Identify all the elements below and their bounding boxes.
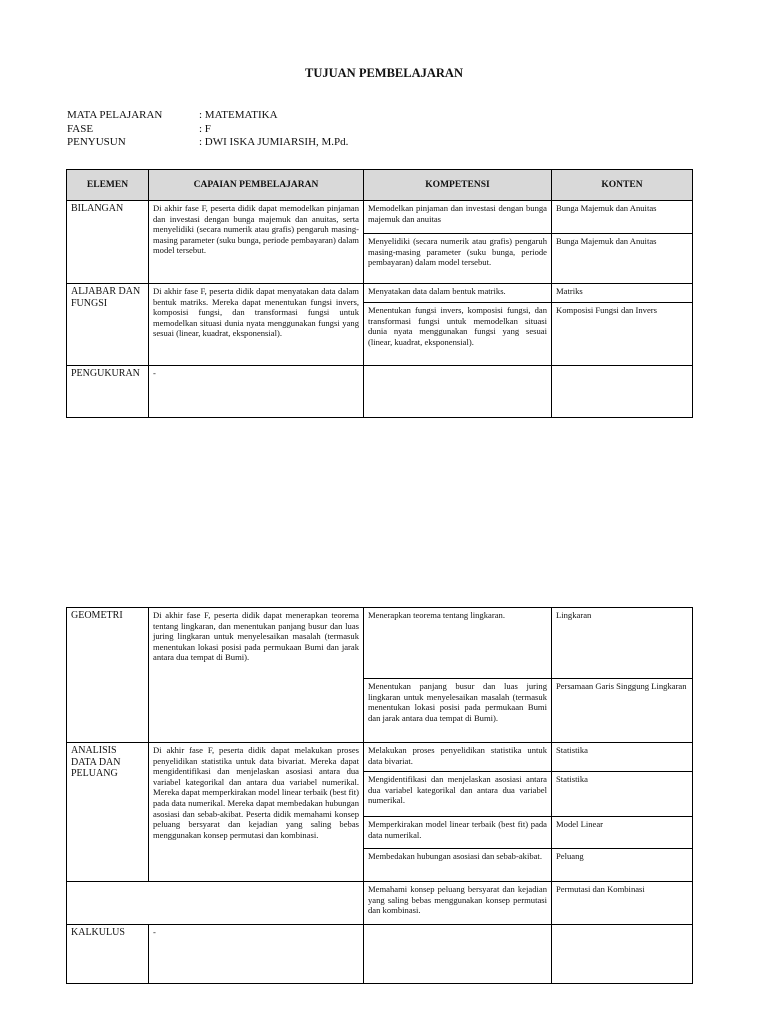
capaian-analisis: Di akhir fase F, peserta didik dapat melakukan proses penyelidikan statistika untuk data bivariat. Mereka dapat mengidentifikasi dan menjelaskan asosiasi antara dua variabel kategorikal dan antara dua variabel numerikal. Mereka dapat memperkirakan model linear terbaik (best fit) pada data numerikal. Mereka dapat membedakan hubungan asosiasi dan sebab-akibat. Peserta didik memahami konsep peluang bersyarat dan kejadian yang saling bebas menggunakan konsep permutasi dan kombinasi. — [149, 743, 364, 882]
empty-cell — [67, 882, 364, 925]
konten-cell: Statistika — [552, 743, 693, 772]
capaian-geometri: Di akhir fase F, peserta didik dapat menerapkan teorema tentang lingkaran, dan menentukan panjang busur dan luas juring lingkaran untuk menyelesaikan masalah (termasuk menentukan lokasi posisi pada permukaan Bumi dan jarak antara dua tempat di Bumi). — [149, 608, 364, 743]
meta-row-subject — [67, 109, 348, 123]
konten-cell — [552, 366, 693, 418]
elemen-kalkulus: KALKULUS — [67, 925, 149, 984]
document-meta — [67, 109, 348, 150]
konten-cell — [552, 925, 693, 984]
konten-cell: Komposisi Fungsi dan Invers — [552, 303, 693, 366]
elemen-bilangan: BILANGAN — [67, 201, 149, 284]
kompetensi-cell: Membedakan hubungan asosiasi dan sebab-akibat. — [364, 849, 552, 882]
header-konten: KONTEN — [552, 170, 693, 201]
learning-objectives-table-1 — [66, 169, 693, 418]
capaian-pengukuran: - — [149, 366, 364, 418]
header-elemen: ELEMEN — [67, 170, 149, 201]
capaian-kalkulus: - — [149, 925, 364, 984]
meta-label: PENYUSUN — [67, 136, 126, 148]
kompetensi-cell — [364, 925, 552, 984]
meta-row-author — [67, 136, 348, 150]
kompetensi-cell: Melakukan proses penyelidikan statistika untuk data bivariat. — [364, 743, 552, 772]
capaian-bilangan: Di akhir fase F, peserta didik dapat memodelkan pinjaman dan investasi dengan bunga majemuk dan anuitas, serta menyelidiki (secara numerik atau grafis) pengaruh masing-masing parameter (suku bunga, periode pembayaran) dalam model tersebut. — [149, 201, 364, 284]
header-row — [67, 170, 693, 201]
table-row — [67, 743, 693, 772]
elemen-aljabar: ALJABAR DAN FUNGSI — [67, 284, 149, 366]
meta-value: : DWI ISKA JUMIARSIH, M.Pd. — [199, 136, 349, 148]
konten-cell: Peluang — [552, 849, 693, 882]
capaian-aljabar: Di akhir fase F, peserta didik dapat menyatakan data dalam bentuk matriks. Mereka dapat menentukan fungsi invers, komposisi fungsi, dan transformasi fungsi untuk memodelkan situasi dunia nyata menggunakan fungsi yang sesuai (linear, kuadrat, eksponensial). — [149, 284, 364, 366]
header-capaian: CAPAIAN PEMBELAJARAN — [149, 170, 364, 201]
learning-objectives-table-2 — [66, 607, 693, 984]
konten-cell: Permutasi dan Kombinasi — [552, 882, 693, 925]
kompetensi-cell: Menyelidiki (secara numerik atau grafis) pengaruh masing-masing parameter (suku bunga, periode pembayaran) dalam model tersebut. — [364, 234, 552, 284]
elemen-geometri: GEOMETRI — [67, 608, 149, 743]
table-row — [67, 366, 693, 418]
table-row — [67, 882, 693, 925]
kompetensi-cell: Menyatakan data dalam bentuk matriks. — [364, 284, 552, 303]
table-row — [67, 608, 693, 679]
table-row — [67, 925, 693, 984]
kompetensi-cell — [364, 366, 552, 418]
konten-cell: Model Linear — [552, 817, 693, 849]
meta-value: : F — [199, 122, 211, 135]
elemen-analisis: ANALISIS DATA DAN PELUANG — [67, 743, 149, 882]
meta-value: : MATEMATIKA — [199, 109, 278, 121]
konten-cell: Lingkaran — [552, 608, 693, 679]
meta-label: FASE — [67, 122, 94, 135]
table-row — [67, 201, 693, 234]
konten-cell: Bunga Majemuk dan Anuitas — [552, 201, 693, 234]
konten-cell: Persamaan Garis Singgung Lingkaran — [552, 679, 693, 743]
kompetensi-cell: Menentukan fungsi invers, komposisi fungsi, dan transformasi fungsi untuk memodelkan situasi dunia nyata menggunakan fungsi yang sesuai (linear, kuadrat, eksponensial). — [364, 303, 552, 366]
table-row — [67, 284, 693, 303]
meta-row-phase — [67, 123, 348, 137]
konten-cell: Bunga Majemuk dan Anuitas — [552, 234, 693, 284]
kompetensi-cell: Mengidentifikasi dan menjelaskan asosiasi antara dua variabel kategorikal dan antara dua variabel numerikal. — [364, 772, 552, 817]
header-kompetensi: KOMPETENSI — [364, 170, 552, 201]
elemen-pengukuran: PENGUKURAN — [67, 366, 149, 418]
konten-cell: Matriks — [552, 284, 693, 303]
document-title: TUJUAN PEMBELAJARAN — [305, 66, 463, 80]
kompetensi-cell: Memodelkan pinjaman dan investasi dengan bunga majemuk dan anuitas — [364, 201, 552, 234]
meta-label: MATA PELAJARAN — [67, 109, 163, 121]
konten-cell: Statistika — [552, 772, 693, 817]
kompetensi-cell: Menerapkan teorema tentang lingkaran. — [364, 608, 552, 679]
kompetensi-cell: Menentukan panjang busur dan luas juring lingkaran untuk menyelesaikan masalah (termasuk menentukan lokasi posisi pada permukaan Bumi dan jarak antara dua tempat di Bumi). — [364, 679, 552, 743]
kompetensi-cell: Memahami konsep peluang bersyarat dan kejadian yang saling bebas menggunakan konsep permutasi dan kombinasi. — [364, 882, 552, 925]
kompetensi-cell: Memperkirakan model linear terbaik (best fit) pada data numerikal. — [364, 817, 552, 849]
